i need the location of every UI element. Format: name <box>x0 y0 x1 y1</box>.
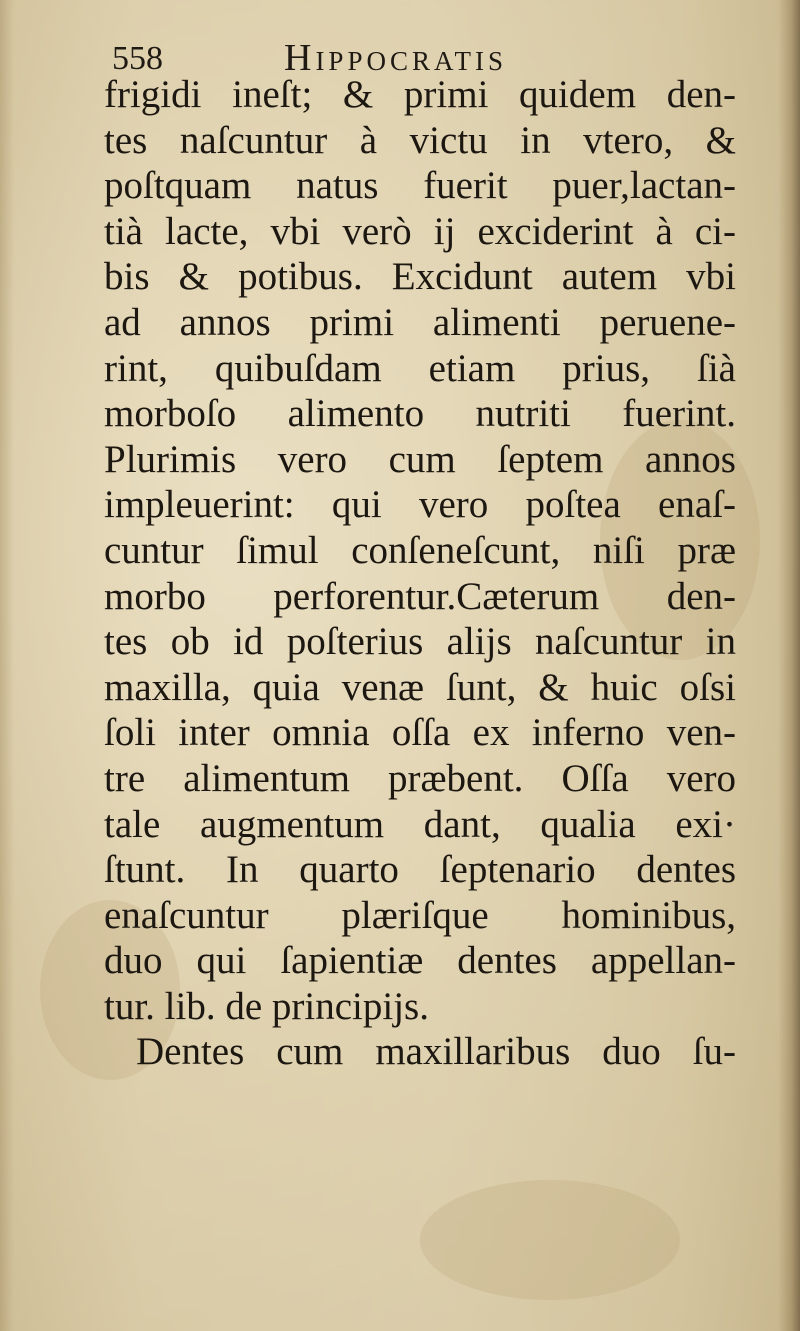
page-edge-shadow <box>778 0 800 1331</box>
text-line: enaſcuntur plæriſque hominibus, <box>104 893 736 937</box>
text-line: frigidi ineſt; & primi quidem den- <box>104 73 736 116</box>
text-line: rint, quibuſdam etiam prius, ſià <box>104 346 736 390</box>
text-line: tre alimentum præbent. Oſſa vero <box>104 756 736 800</box>
text-line: bis & potibus. Excidunt autem vbi <box>104 255 736 299</box>
text-line: ſoli inter omnia oſſa ex inferno ven- <box>104 711 736 755</box>
text-line: ſtunt. In quarto ſeptenario dentes <box>104 848 736 892</box>
paper-stain <box>420 1180 680 1300</box>
text-line: tià lacte, vbi verò ij exciderint à ci- <box>104 209 736 253</box>
text-line: morbo perforentur.Cæterum den- <box>104 574 736 618</box>
body-text <box>104 72 744 1075</box>
text-line: tale augmentum dant, qualia exi· <box>104 802 736 846</box>
text-line: poſtquam natus fuerit puer,lactan- <box>104 164 736 208</box>
text-line: ad annos primi alimenti peruene- <box>104 300 736 344</box>
text-line: cuntur ſimul conſeneſcunt, niſi præ <box>104 528 736 572</box>
text-line: duo qui ſapientiæ dentes appellan- <box>104 939 736 983</box>
text-line: tes naſcuntur à victu in vtero, & <box>104 118 736 162</box>
text-line: Plurimis vero cum ſeptem annos <box>104 437 736 481</box>
text-line: impleuerint: qui vero poſtea enaſ- <box>104 483 736 527</box>
text-line: maxilla, quia venæ ſunt, & huic oſsi <box>104 665 736 709</box>
text-line: tes ob id poſterius alijs naſcuntur in <box>104 620 736 664</box>
text-line: morboſo alimento nutriti fuerint. <box>104 392 736 436</box>
text-line: tur. lib. de principijs. <box>104 984 429 1028</box>
running-head: Hippocratis <box>284 37 507 79</box>
page-gutter-shadow <box>0 0 14 1331</box>
page-number: 558 <box>112 40 163 77</box>
text-line: Dentes cum maxillaribus duo ſu- <box>136 1030 736 1074</box>
